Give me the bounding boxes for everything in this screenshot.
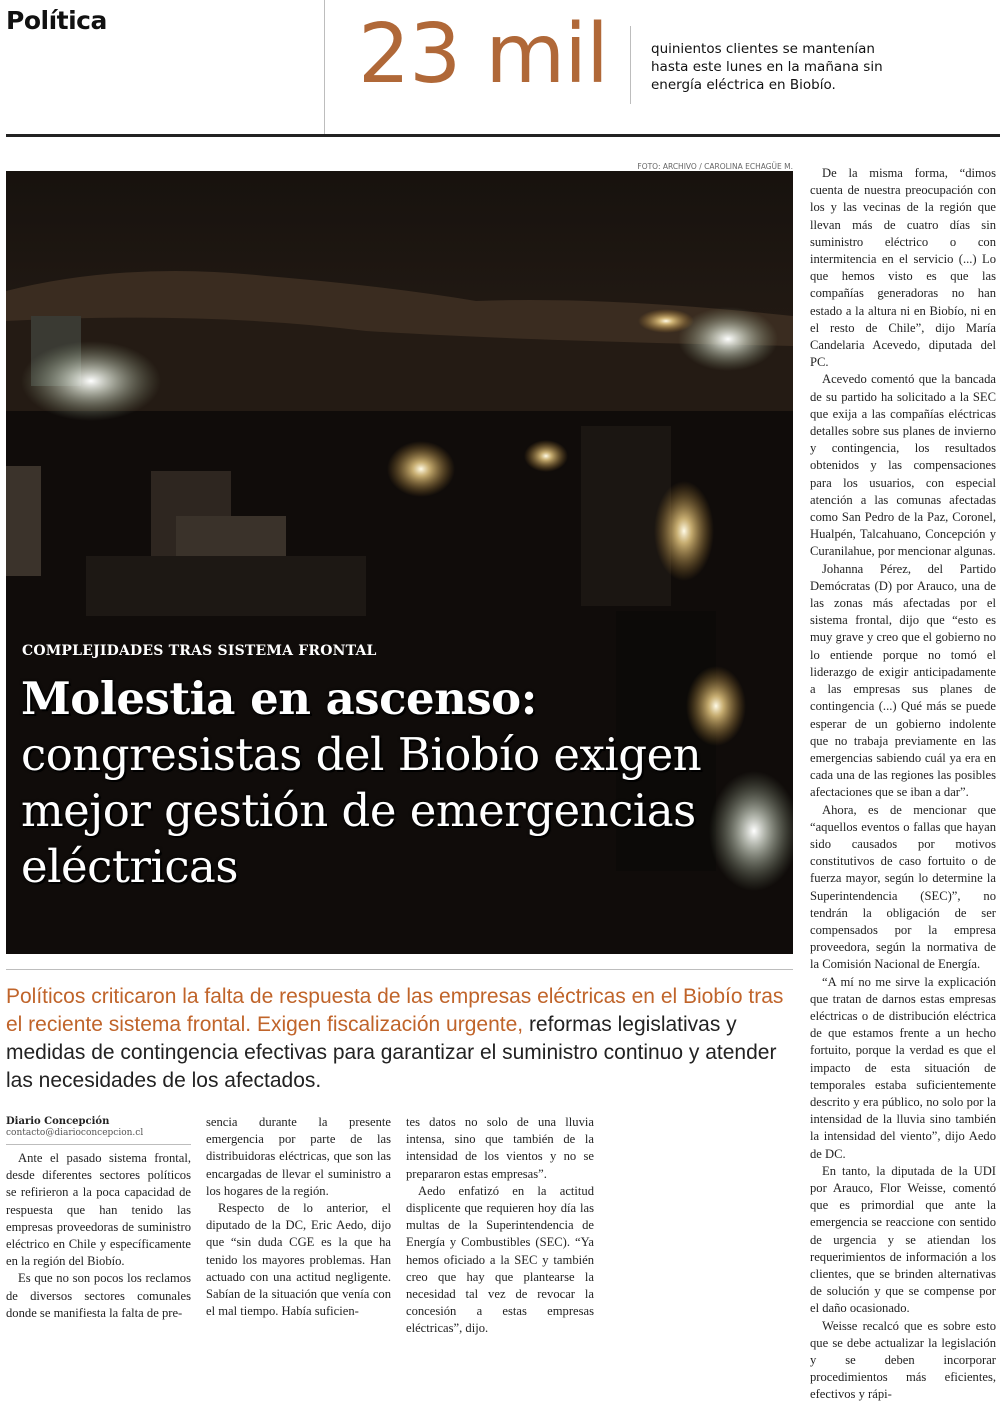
paragraph: Respecto de lo anterior, el diputado de la DC, Eric Aedo, dijo que “sin duda CGE es la que ha tenido los mayores problemas. Han actuado con una actitud negligente. Sabían de la situación que venía con el mal tiempo. Había suficien-	[206, 1201, 391, 1319]
paragraph: Weisse recalcó que es sobre esto que se debe actualizar la legislación y se deben incorporar procedimientos más eficientes, efectivos y rápi-	[810, 1318, 996, 1402]
highlight-number: 23 mil	[358, 7, 608, 102]
headline-rest: congresistas del Biobío exigen mejor gestión de emergencias eléctricas	[21, 728, 702, 893]
lead-highlight: Políticos criticaron la falta de respuesta de las empresas eléctricas en el Biobío tras el reciente sistema frontal. Exigen fiscalización urgente,	[6, 985, 784, 1036]
body-column-1	[6, 1150, 191, 1322]
night-city-photo	[6, 171, 793, 954]
highlight-text: quinientos clientes se mantenían hasta este lunes en la mañana sin energía eléctrica en Biobío.	[651, 41, 883, 93]
paragraph: tes datos no solo de una lluvia intensa, sino que también de la intensidad de los vientos y no se prepararon estas empresas”.	[406, 1115, 594, 1181]
paragraph: Ahora, es de mencionar que “aquellos eventos o fallas que hayan sido causados por motivos constitutivos de caso fortuito o de fuerza mayor, según lo determine la Superintendencia (SEC)”, no tendrán la obligación de ser compensados por la empresa proveedora, según la normativa de la Comisión Nacional de Energía.	[810, 802, 996, 972]
paragraph: De la misma forma, “dimos cuenta de nuestra preocupación con los y las vecinas de la región que llevan más de cuatro días sin suministro eléctrico o con intermitencia en el servicio (...) Lo que hemos visto es que las compañías generadoras no han estado a la altura ni en Biobío, ni en el resto de Chile”, dijo María Candelaria Acevedo, diputada del PC.	[810, 166, 996, 370]
divider	[6, 969, 793, 970]
paragraph: Ante el pasado sistema frontal, desde diferentes sectores políticos se refirieron a la poca capacidad de respuesta que han tenido las empresas proveedoras de suministro eléctrico en Chile y específicamente en la región del Biobío.	[6, 1151, 191, 1269]
paragraph: En tanto, la diputada de la UDI por Arauco, Flor Weisse, comentó que es primordial que ante la emergencia se reaccione con sentido de urgencia y se atiendan los requerimientos de información a los clientes, que se brinden alternativas de solución y que se compense por el daño ocasionado.	[810, 1163, 996, 1316]
paragraph: “A mí no me sirve la explicación que tratan de darnos estas empresas eléctricas o de distribución eléctrica de que estamos frente a un hecho fortuito, porque la verdad es que el impacto de esta situación de temporales estaba suficientemente descrito y era público, no solo por la intensidad de la lluvia sino también la intensidad del viento”, dijo Aedo de DC.	[810, 974, 996, 1161]
byline	[6, 1116, 191, 1145]
paragraph: Johanna Pérez, del Partido Demócratas (D) por Arauco, una de las zonas más afectadas por el sistema frontal, dijo que “esto es muy grave y creo que el gobierno no lo entiende porque no tomó el liderazgo de exigir anticipadamente a las empresas sus planes de contingencia (...) Qué más se puede esperar de un gobierno indolente que no trabaja previamente en las emergencias sabiendo cuál ya era en cada una de las regiones las posibles afectaciones que se iban a dar”.	[810, 561, 996, 800]
body-column-4	[810, 165, 996, 1404]
article-kicker: COMPLEJIDADES TRAS SISTEMA FRONTAL	[22, 643, 377, 659]
body-column-2	[206, 1114, 391, 1320]
divider	[324, 0, 325, 134]
article-headline	[21, 671, 781, 895]
paragraph: Aedo enfatizó en la actitud displicente que requieren hoy día las multas de la Superintendencia de Energía y Combustibles (SEC). “Ya hemos oficiado a la SEC y también creo que hay que plantearse la necesidad tal vez de revocar la concesión a estas empresas eléctricas”, dijo.	[406, 1183, 594, 1336]
section-title: Política	[6, 6, 107, 35]
lead-rest: reformas legislativas y medidas de contingencia efectivas para garantizar el suministro continuo y atender las necesidades de los afectados.	[6, 1013, 777, 1092]
article-lead	[6, 983, 793, 1095]
byline-rule	[6, 1144, 191, 1145]
paragraph: Acevedo comentó que la bancada de su partido ha solicitado a la SEC que exija a las compañías eléctricas detalles sobre sus planes de invierno y contingencia, los resultados obtenidos y las compensaciones para los usuarios, con especial atención a las comunas afectadas como San Pedro de la Paz, Coronel, Hualpén, Talcahuano, Concepción y Curanilahue, por mencionar algunas.	[810, 372, 996, 559]
body-column-3	[406, 1114, 594, 1338]
author-name: Diario Concepción	[6, 1116, 110, 1127]
header-rule	[6, 134, 1000, 137]
photo-credit: FOTO: ARCHIVO / CAROLINA ECHAGÜE M.	[637, 162, 793, 171]
paragraph: Es que no son pocos los reclamos de diversos sectores comunales donde se manifiesta la falta de pre-	[6, 1271, 191, 1320]
divider	[630, 26, 631, 104]
headline-bold: Molestia en ascenso:	[21, 672, 537, 725]
paragraph: sencia durante la presente emergencia por parte de las distribuidoras eléctricas, que son las encargadas de llevar el suministro a los hogares de la región.	[206, 1115, 391, 1198]
author-email: contacto@diarioconcepcion.cl	[6, 1128, 144, 1138]
